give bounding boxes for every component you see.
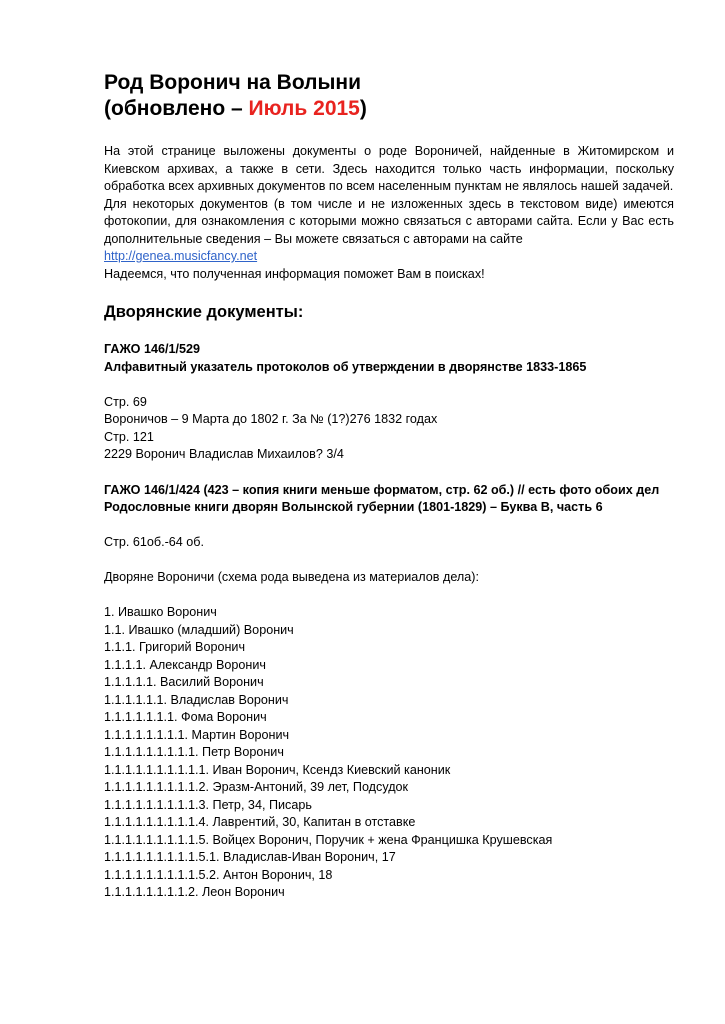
site-link[interactable]: http://genea.musicfancy.net: [104, 249, 258, 263]
doc1-line: Стр. 69: [104, 394, 147, 409]
title-line-1: Род Воронич на Волыни: [104, 71, 362, 94]
intro-paragraph-1: На этой странице выложены документы о роде Вороничей, найденные в Житомирском и Киевском архивах, а также в сети. Здесь находится только часть информации, поскольку обработка всех архивных документов по всем населенным пунктам не являлось нашей задачей.: [104, 144, 674, 193]
genealogy-tree: [104, 604, 674, 902]
doc1-title: Алфавитный указатель протоколов об утверждении в дворянстве 1833-1865: [104, 359, 587, 374]
title-update-date: Июль 2015: [248, 97, 360, 120]
intro-text: [104, 143, 674, 283]
page-title: [104, 70, 674, 122]
tree-item: 1.1.1.1.1.1.1.1.1. Петр Воронич: [104, 745, 284, 759]
tree-item: 1.1.1.1.1.1.1.1.1.5.1. Владислав-Иван Воронич, 17: [104, 850, 396, 864]
tree-item: 1.1.1.1.1.1. Владислав Воронич: [104, 692, 289, 707]
intro-paragraph-3: Надеемся, что полученная информация поможет Вам в поисках!: [104, 266, 485, 281]
tree-item: 1.1.1.1.1.1.1.1.1.5. Войцех Воронич, Поручик + жена Францишка Крушевская: [104, 832, 553, 847]
tree-item: 1.1.1.1.1.1.1. Фома Воронич: [104, 710, 267, 724]
tree-item: 1. Ивашко Воронич: [104, 605, 217, 619]
doc1-code: ГАЖО 146/1/529: [104, 342, 200, 356]
intro-paragraph-2: Для некоторых документов (в том числе и не изложенных здесь в текстовом виде) имеются фотокопии, для ознакомления с которыми можно связаться с авторами сайта. Если у Вас есть дополнительные сведения – Вы можете связаться с авторами на сайте: [104, 196, 674, 246]
title-suffix: ): [359, 97, 367, 120]
doc2-intro: Дворяне Вороничи (схема рода выведена из материалов дела):: [104, 570, 479, 584]
document-2: [104, 482, 674, 902]
tree-item: 1.1.1.1.1.1.1.1.1.3. Петр, 34, Писарь: [104, 797, 312, 812]
doc2-title: Родословные книги дворян Волынской губернии (1801-1829) – Буква В, часть 6: [104, 500, 603, 514]
doc2-pages: Стр. 61об.-64 об.: [104, 535, 205, 549]
tree-item: 1.1.1.1.1.1.1.1.2. Леон Воронич: [104, 885, 285, 899]
doc1-line: Стр. 121: [104, 429, 154, 444]
tree-item: 1.1. Ивашко (младший) Воронич: [104, 622, 294, 637]
tree-item: 1.1.1.1.1.1.1.1.1.1. Иван Воронич, Ксендз Киевский каноник: [104, 762, 451, 777]
doc1-line: Вороничов – 9 Марта до 1802 г. За № (1?)276 1832 годах: [104, 412, 438, 426]
title-prefix: (обновлено –: [104, 97, 249, 120]
doc1-line: 2229 Воронич Владислав Михаилов? 3/4: [104, 447, 344, 461]
tree-item: 1.1.1.1. Александр Воронич: [104, 657, 266, 672]
tree-item: 1.1.1.1.1.1.1.1.1.5.2. Антон Воронич, 18: [104, 867, 333, 882]
doc2-code: ГАЖО 146/1/424 (423 – копия книги меньше форматом, стр. 62 об.) // есть фото обоих дел: [104, 482, 660, 497]
section-title: Дворянские документы:: [104, 303, 304, 321]
tree-item: 1.1.1.1.1. Василий Воронич: [104, 675, 264, 689]
document-1: [104, 341, 674, 464]
tree-item: 1.1.1. Григорий Воронич: [104, 640, 246, 654]
tree-item: 1.1.1.1.1.1.1.1.1.2. Эразм-Антоний, 39 лет, Подсудок: [104, 780, 409, 794]
tree-item: 1.1.1.1.1.1.1.1.1.4. Лаврентий, 30, Капитан в отставке: [104, 815, 416, 829]
tree-item: 1.1.1.1.1.1.1.1. Мартин Воронич: [104, 727, 290, 742]
document-page: [104, 70, 674, 902]
